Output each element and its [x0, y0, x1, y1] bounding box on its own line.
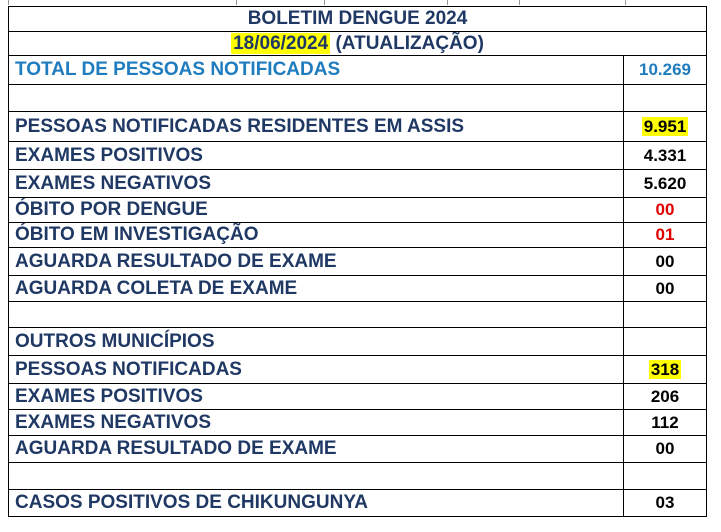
assis-awaiting-result-value: 00: [624, 248, 707, 276]
edge-mark: [236, 0, 237, 5]
other-negative-row: [9, 410, 707, 436]
other-positive-row: [9, 384, 707, 410]
deaths-investigation-row: [9, 223, 707, 248]
assis-positive-row: [9, 142, 707, 170]
other-title-row: [9, 328, 707, 356]
assis-awaiting-result-label: AGUARDA RESULTADO DE EXAME: [9, 248, 624, 276]
dengue-bulletin-table: [8, 6, 707, 517]
awaiting-collection-row: [9, 276, 707, 302]
blank-row: [9, 302, 707, 328]
deaths-investigation-label: ÓBITO EM INVESTIGAÇÃO: [9, 223, 624, 248]
edge-mark: [324, 0, 325, 5]
assis-notified-value: 9.951: [643, 116, 687, 136]
other-negative-label: EXAMES NEGATIVOS: [9, 410, 624, 436]
deaths-investigation-value: 01: [624, 223, 707, 248]
deaths-label: ÓBITO POR DENGUE: [9, 198, 624, 223]
assis-positive-value: 4.331: [624, 142, 707, 170]
edge-mark: [625, 0, 626, 5]
update-date-cell: [9, 32, 707, 56]
chikungunya-label: CASOS POSITIVOS DE CHIKUNGUNYA: [9, 490, 624, 517]
blank-row: [9, 85, 707, 112]
awaiting-collection-value: 00: [624, 276, 707, 302]
edge-mark: [8, 0, 9, 5]
chikungunya-value: 03: [624, 490, 707, 517]
edge-mark: [519, 0, 520, 5]
chikungunya-row: [9, 490, 707, 517]
other-notified-row: [9, 356, 707, 384]
other-negative-value: 112: [624, 410, 707, 436]
blank-row: [9, 463, 707, 490]
deaths-row: [9, 198, 707, 223]
assis-notified-label: PESSOAS NOTIFICADAS RESIDENTES EM ASSIS: [9, 112, 624, 142]
other-positive-label: EXAMES POSITIVOS: [9, 384, 624, 410]
other-municipalities-title: OUTROS MUNICÍPIOS: [9, 328, 624, 356]
assis-positive-label: EXAMES POSITIVOS: [9, 142, 624, 170]
update-label: (ATUALIZAÇÃO): [335, 32, 484, 54]
assis-notified-row: [9, 112, 707, 142]
other-awaiting-result-label: AGUARDA RESULTADO DE EXAME: [9, 436, 624, 463]
other-positive-value: 206: [624, 384, 707, 410]
assis-negative-value: 5.620: [624, 170, 707, 198]
assis-negative-row: [9, 170, 707, 198]
total-label: TOTAL DE PESSOAS NOTIFICADAS: [9, 56, 624, 85]
date-row: [9, 32, 707, 56]
assis-negative-label: EXAMES NEGATIVOS: [9, 170, 624, 198]
assis-awaiting-result-row: [9, 248, 707, 276]
bulletin-title: BOLETIM DENGUE 2024: [9, 7, 707, 32]
other-awaiting-result-row: [9, 436, 707, 463]
other-awaiting-result-value: 00: [624, 436, 707, 463]
awaiting-collection-label: AGUARDA COLETA DE EXAME: [9, 276, 624, 302]
edge-mark: [447, 0, 448, 5]
total-value: 10.269: [624, 56, 707, 85]
update-date: 18/06/2024: [233, 32, 329, 54]
total-row: [9, 56, 707, 85]
title-row: [9, 7, 707, 32]
other-notified-label: PESSOAS NOTIFICADAS: [9, 356, 624, 384]
other-notified-value: 318: [650, 359, 680, 379]
deaths-value: 00: [624, 198, 707, 223]
